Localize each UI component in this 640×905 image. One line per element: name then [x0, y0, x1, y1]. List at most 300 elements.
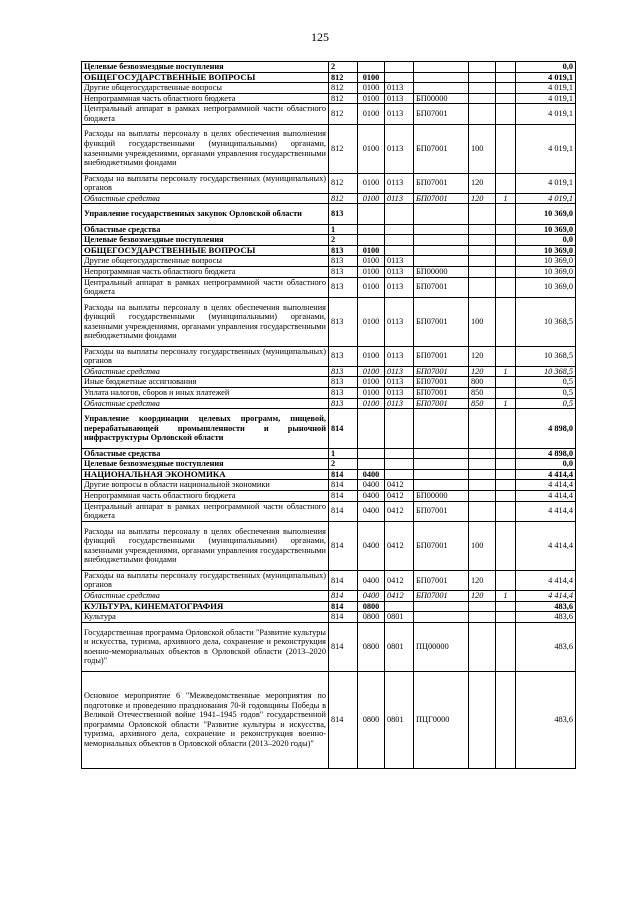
funding-source-code: [496, 501, 516, 521]
funding-source-code: [496, 601, 516, 612]
section-code: 0100: [358, 366, 385, 377]
amount-value: 4 019,1: [516, 83, 576, 94]
section-code: 0400: [358, 491, 385, 502]
funding-source-code: 1: [496, 193, 516, 204]
row-name: Областные средства: [82, 590, 329, 601]
target-article-code: БП07001: [414, 570, 469, 590]
ved-code: 814: [329, 570, 358, 590]
ved-code: 812: [329, 193, 358, 204]
row-name: Целевые безвозмездные поступления: [82, 235, 329, 246]
target-article-code: [414, 224, 469, 235]
row-name: Областные средства: [82, 398, 329, 409]
section-code: 0400: [358, 469, 385, 480]
section-code: 0100: [358, 377, 385, 388]
expense-type-code: 100: [469, 521, 496, 570]
ved-code: 813: [329, 346, 358, 366]
target-article-code: [414, 409, 469, 448]
ved-code: 1: [329, 224, 358, 235]
amount-value: 4 898,0: [516, 409, 576, 448]
expense-type-code: 850: [469, 388, 496, 399]
row-name: КУЛЬТУРА, КИНЕМАТОГРАФИЯ: [82, 601, 329, 612]
expense-type-code: [469, 622, 496, 671]
subsection-code: [385, 409, 414, 448]
row-name: Целевые безвозмездные поступления: [82, 459, 329, 470]
amount-value: 483,6: [516, 671, 576, 768]
subsection-code: [385, 448, 414, 459]
row-name: Областные средства: [82, 448, 329, 459]
ved-code: 812: [329, 173, 358, 193]
table-row: [82, 297, 576, 346]
funding-source-code: 1: [496, 590, 516, 601]
row-name: Непрограммная часть областного бюджета: [82, 93, 329, 104]
table-row: [82, 173, 576, 193]
funding-source-code: 1: [496, 398, 516, 409]
section-code: 0100: [358, 297, 385, 346]
section-code: 0100: [358, 256, 385, 267]
section-code: [358, 459, 385, 470]
funding-source-code: [496, 480, 516, 491]
table-row: [82, 622, 576, 671]
row-name: Областные средства: [82, 224, 329, 235]
funding-source-code: [496, 448, 516, 459]
row-name: Областные средства: [82, 193, 329, 204]
target-article-code: [414, 62, 469, 73]
row-name: Управление государственных закупок Орловской области: [82, 204, 329, 224]
amount-value: 4 019,1: [516, 173, 576, 193]
expense-type-code: [469, 409, 496, 448]
ved-code: 812: [329, 124, 358, 173]
expense-type-code: [469, 104, 496, 124]
expense-type-code: 800: [469, 377, 496, 388]
row-name: Расходы на выплаты персоналу государственных (муниципальных) органов: [82, 346, 329, 366]
funding-source-code: [496, 459, 516, 470]
expense-type-code: [469, 277, 496, 297]
subsection-code: 0412: [385, 480, 414, 491]
row-name: Непрограммная часть областного бюджета: [82, 491, 329, 502]
target-article-code: [414, 448, 469, 459]
funding-source-code: [496, 124, 516, 173]
table-row: [82, 448, 576, 459]
subsection-code: [385, 469, 414, 480]
table-row: [82, 193, 576, 204]
row-name: Основное мероприятие 6 "Межведомственные мероприятия по подготовке и проведению празднования 70-й годовщины Победы в Великой Отечественной войне 1941–1945 годов" государственной программы Орловской области "Развитие культуры и искусства, туризма, архивного дела, сохранение и реконструкция военно-мемориальных объектов в Орловской области (2013–2020 годы)": [82, 671, 329, 768]
ved-code: 2: [329, 235, 358, 246]
section-code: 0100: [358, 104, 385, 124]
amount-value: 10 368,5: [516, 346, 576, 366]
target-article-code: [414, 83, 469, 94]
ved-code: 814: [329, 622, 358, 671]
funding-source-code: [496, 570, 516, 590]
target-article-code: БП07001: [414, 501, 469, 521]
funding-source-code: [496, 346, 516, 366]
ved-code: 812: [329, 93, 358, 104]
table-row: [82, 124, 576, 173]
subsection-code: 0113: [385, 124, 414, 173]
section-code: 0400: [358, 570, 385, 590]
table-row: [82, 459, 576, 470]
expense-type-code: [469, 204, 496, 224]
funding-source-code: [496, 297, 516, 346]
funding-source-code: [496, 235, 516, 246]
row-name: Областные средства: [82, 366, 329, 377]
expense-type-code: 120: [469, 346, 496, 366]
amount-value: 483,6: [516, 601, 576, 612]
section-code: 0100: [358, 277, 385, 297]
section-code: 0100: [358, 388, 385, 399]
subsection-code: [385, 235, 414, 246]
funding-source-code: [496, 204, 516, 224]
expense-type-code: [469, 480, 496, 491]
section-code: [358, 235, 385, 246]
table-row: [82, 72, 576, 83]
funding-source-code: [496, 388, 516, 399]
table-row: [82, 671, 576, 768]
subsection-code: 0113: [385, 366, 414, 377]
table-row: [82, 590, 576, 601]
row-name: Расходы на выплаты персоналу в целях обеспечения выполнения функций государственными (муниципальными) органами, казенными учреждениями, органами управления государственными внебюджетными фондами: [82, 521, 329, 570]
amount-value: 0,0: [516, 459, 576, 470]
target-article-code: [414, 204, 469, 224]
page-number: 125: [311, 30, 329, 44]
ved-code: 813: [329, 297, 358, 346]
row-name: Культура: [82, 612, 329, 623]
ved-code: 813: [329, 366, 358, 377]
subsection-code: 0412: [385, 590, 414, 601]
amount-value: 483,6: [516, 622, 576, 671]
ved-code: 813: [329, 388, 358, 399]
section-code: [358, 448, 385, 459]
target-article-code: БП07001: [414, 173, 469, 193]
amount-value: 10 368,5: [516, 297, 576, 346]
expense-type-code: [469, 501, 496, 521]
target-article-code: [414, 459, 469, 470]
expense-type-code: [469, 448, 496, 459]
ved-code: 814: [329, 601, 358, 612]
amount-value: 0,0: [516, 62, 576, 73]
funding-source-code: [496, 671, 516, 768]
subsection-code: 0113: [385, 277, 414, 297]
target-article-code: БП07001: [414, 521, 469, 570]
expense-type-code: [469, 235, 496, 246]
expense-type-code: [469, 671, 496, 768]
section-code: 0400: [358, 590, 385, 601]
amount-value: 4 019,1: [516, 93, 576, 104]
table-row: [82, 521, 576, 570]
target-article-code: БП07001: [414, 388, 469, 399]
target-article-code: [414, 256, 469, 267]
target-article-code: БП07001: [414, 398, 469, 409]
amount-value: 4 019,1: [516, 193, 576, 204]
subsection-code: 0113: [385, 377, 414, 388]
section-code: 0100: [358, 72, 385, 83]
amount-value: 4 019,1: [516, 124, 576, 173]
funding-source-code: [496, 277, 516, 297]
section-code: 0400: [358, 480, 385, 491]
funding-source-code: [496, 256, 516, 267]
subsection-code: [385, 601, 414, 612]
amount-value: 0,0: [516, 235, 576, 246]
row-name: Целевые безвозмездные поступления: [82, 62, 329, 73]
funding-source-code: [496, 224, 516, 235]
ved-code: 813: [329, 245, 358, 256]
table-row: [82, 366, 576, 377]
ved-code: 814: [329, 501, 358, 521]
ved-code: 813: [329, 377, 358, 388]
table-row: [82, 570, 576, 590]
expense-type-code: [469, 256, 496, 267]
table-row: [82, 601, 576, 612]
row-name: Расходы на выплаты персоналу государственных (муниципальных) органов: [82, 570, 329, 590]
row-name: Иные бюджетные ассигнования: [82, 377, 329, 388]
expense-type-code: 120: [469, 366, 496, 377]
target-article-code: БП07001: [414, 366, 469, 377]
amount-value: 483,6: [516, 612, 576, 623]
ved-code: 2: [329, 459, 358, 470]
ved-code: 813: [329, 277, 358, 297]
section-code: 0400: [358, 501, 385, 521]
target-article-code: [414, 245, 469, 256]
table-row: [82, 612, 576, 623]
expense-type-code: [469, 224, 496, 235]
ved-code: 814: [329, 521, 358, 570]
row-name: Центральный аппарат в рамках непрограммной части областного бюджета: [82, 104, 329, 124]
subsection-code: 0412: [385, 491, 414, 502]
section-code: 0400: [358, 521, 385, 570]
table-row: [82, 346, 576, 366]
section-code: 0100: [358, 266, 385, 277]
amount-value: 4 414,4: [516, 570, 576, 590]
expense-type-code: 100: [469, 124, 496, 173]
ved-code: 814: [329, 590, 358, 601]
section-code: 0100: [358, 173, 385, 193]
target-article-code: БП07001: [414, 124, 469, 173]
expense-type-code: [469, 459, 496, 470]
table-row: [82, 62, 576, 73]
row-name: Расходы на выплаты персоналу в целях обеспечения выполнения функций государственными (муниципальными) органами, казенными учреждениями, органами управления государственными внебюджетными фондами: [82, 297, 329, 346]
subsection-code: 0113: [385, 93, 414, 104]
expense-type-code: [469, 93, 496, 104]
subsection-code: [385, 459, 414, 470]
expense-type-code: [469, 72, 496, 83]
target-article-code: [414, 469, 469, 480]
target-article-code: БП07001: [414, 104, 469, 124]
subsection-code: 0801: [385, 612, 414, 623]
target-article-code: [414, 601, 469, 612]
subsection-code: [385, 62, 414, 73]
table-row: [82, 93, 576, 104]
amount-value: 4 019,1: [516, 72, 576, 83]
amount-value: 4 414,4: [516, 480, 576, 491]
target-article-code: БП00000: [414, 491, 469, 502]
section-code: 0100: [358, 346, 385, 366]
target-article-code: [414, 480, 469, 491]
expense-type-code: [469, 83, 496, 94]
funding-source-code: [496, 409, 516, 448]
row-name: Другие общегосударственные вопросы: [82, 256, 329, 267]
expense-type-code: 120: [469, 193, 496, 204]
funding-source-code: [496, 72, 516, 83]
ved-code: 1: [329, 448, 358, 459]
table-row: [82, 388, 576, 399]
row-name: Непрограммная часть областного бюджета: [82, 266, 329, 277]
amount-value: 4 414,4: [516, 469, 576, 480]
ved-code: 813: [329, 398, 358, 409]
funding-source-code: [496, 245, 516, 256]
target-article-code: [414, 235, 469, 246]
amount-value: 4 414,4: [516, 491, 576, 502]
subsection-code: 0412: [385, 501, 414, 521]
funding-source-code: [496, 612, 516, 623]
row-name: Другие вопросы в области национальной экономики: [82, 480, 329, 491]
target-article-code: БП07001: [414, 193, 469, 204]
subsection-code: 0801: [385, 671, 414, 768]
amount-value: 0,5: [516, 377, 576, 388]
target-article-code: ПЦГ0000: [414, 671, 469, 768]
ved-code: 813: [329, 256, 358, 267]
amount-value: 4 414,4: [516, 501, 576, 521]
ved-code: 814: [329, 480, 358, 491]
table-row: [82, 266, 576, 277]
expense-type-code: 850: [469, 398, 496, 409]
section-code: [358, 409, 385, 448]
subsection-code: 0113: [385, 173, 414, 193]
funding-source-code: [496, 469, 516, 480]
expense-type-code: [469, 491, 496, 502]
table-row: [82, 224, 576, 235]
table-row: [82, 469, 576, 480]
table-row: [82, 104, 576, 124]
table-row: [82, 491, 576, 502]
funding-source-code: [496, 93, 516, 104]
amount-value: 10 369,0: [516, 245, 576, 256]
target-article-code: БП00000: [414, 93, 469, 104]
section-code: 0100: [358, 93, 385, 104]
table-row: [82, 256, 576, 267]
target-article-code: БП00000: [414, 266, 469, 277]
expense-type-code: 120: [469, 570, 496, 590]
row-name: Управление координации целевых программ, пищевой, перерабатывающей промышленности и рыночной инфраструктуры Орловской области: [82, 409, 329, 448]
subsection-code: 0113: [385, 193, 414, 204]
subsection-code: 0113: [385, 398, 414, 409]
funding-source-code: [496, 266, 516, 277]
row-name: Государственная программа Орловской области "Развитие культуры и искусства, туризма, архивного дела, сохранение и реконструкция военно-мемориальных объектов в Орловской области (2013–2020 годы)": [82, 622, 329, 671]
funding-source-code: [496, 62, 516, 73]
ved-code: 812: [329, 83, 358, 94]
section-code: 0800: [358, 612, 385, 623]
expense-type-code: 120: [469, 173, 496, 193]
subsection-code: 0113: [385, 346, 414, 366]
amount-value: 10 369,0: [516, 204, 576, 224]
amount-value: 10 369,0: [516, 224, 576, 235]
subsection-code: [385, 204, 414, 224]
table-row: [82, 83, 576, 94]
subsection-code: 0113: [385, 297, 414, 346]
amount-value: 4 019,1: [516, 104, 576, 124]
target-article-code: БП07001: [414, 377, 469, 388]
table-row: [82, 377, 576, 388]
table-row: [82, 409, 576, 448]
row-name: ОБЩЕГОСУДАРСТВЕННЫЕ ВОПРОСЫ: [82, 245, 329, 256]
budget-table: [81, 61, 576, 769]
funding-source-code: [496, 104, 516, 124]
section-code: [358, 204, 385, 224]
ved-code: 812: [329, 104, 358, 124]
ved-code: 2: [329, 62, 358, 73]
section-code: 0100: [358, 124, 385, 173]
row-name: Центральный аппарат в рамках непрограммной части областного бюджета: [82, 501, 329, 521]
section-code: 0100: [358, 83, 385, 94]
ved-code: 814: [329, 469, 358, 480]
section-code: [358, 62, 385, 73]
row-name: ОБЩЕГОСУДАРСТВЕННЫЕ ВОПРОСЫ: [82, 72, 329, 83]
amount-value: 0,5: [516, 398, 576, 409]
subsection-code: 0113: [385, 388, 414, 399]
table-row: [82, 501, 576, 521]
expense-type-code: [469, 266, 496, 277]
expense-type-code: 100: [469, 297, 496, 346]
subsection-code: 0113: [385, 266, 414, 277]
expense-type-code: 120: [469, 590, 496, 601]
expense-type-code: [469, 601, 496, 612]
ved-code: 814: [329, 671, 358, 768]
subsection-code: [385, 224, 414, 235]
row-name: Расходы на выплаты персоналу в целях обеспечения выполнения функций государственными (муниципальными) органами, казенными учреждениями, органами управления государственными внебюджетными фондами: [82, 124, 329, 173]
expense-type-code: [469, 612, 496, 623]
table-row: [82, 277, 576, 297]
subsection-code: 0801: [385, 622, 414, 671]
section-code: 0100: [358, 245, 385, 256]
table-row: [82, 204, 576, 224]
subsection-code: 0412: [385, 521, 414, 570]
funding-source-code: [496, 521, 516, 570]
section-code: [358, 224, 385, 235]
row-name: Уплата налогов, сборов и иных платежей: [82, 388, 329, 399]
target-article-code: БП07001: [414, 277, 469, 297]
table-row: [82, 480, 576, 491]
table-row: [82, 235, 576, 246]
funding-source-code: [496, 491, 516, 502]
target-article-code: [414, 72, 469, 83]
subsection-code: 0412: [385, 570, 414, 590]
amount-value: 10 369,0: [516, 266, 576, 277]
amount-value: 10 368,5: [516, 366, 576, 377]
section-code: 0800: [358, 622, 385, 671]
table-row: [82, 398, 576, 409]
target-article-code: БП07001: [414, 346, 469, 366]
section-code: 0100: [358, 398, 385, 409]
row-name: НАЦИОНАЛЬНАЯ ЭКОНОМИКА: [82, 469, 329, 480]
funding-source-code: [496, 377, 516, 388]
subsection-code: [385, 72, 414, 83]
section-code: 0800: [358, 601, 385, 612]
amount-value: 10 369,0: [516, 277, 576, 297]
funding-source-code: 1: [496, 366, 516, 377]
ved-code: 812: [329, 72, 358, 83]
target-article-code: ПЦ00000: [414, 622, 469, 671]
amount-value: 4 414,4: [516, 590, 576, 601]
subsection-code: 0113: [385, 256, 414, 267]
amount-value: 4 898,0: [516, 448, 576, 459]
section-code: 0800: [358, 671, 385, 768]
ved-code: 814: [329, 612, 358, 623]
section-code: 0100: [358, 193, 385, 204]
target-article-code: [414, 612, 469, 623]
amount-value: 0,5: [516, 388, 576, 399]
subsection-code: [385, 245, 414, 256]
expense-type-code: [469, 245, 496, 256]
funding-source-code: [496, 173, 516, 193]
table-row: [82, 245, 576, 256]
